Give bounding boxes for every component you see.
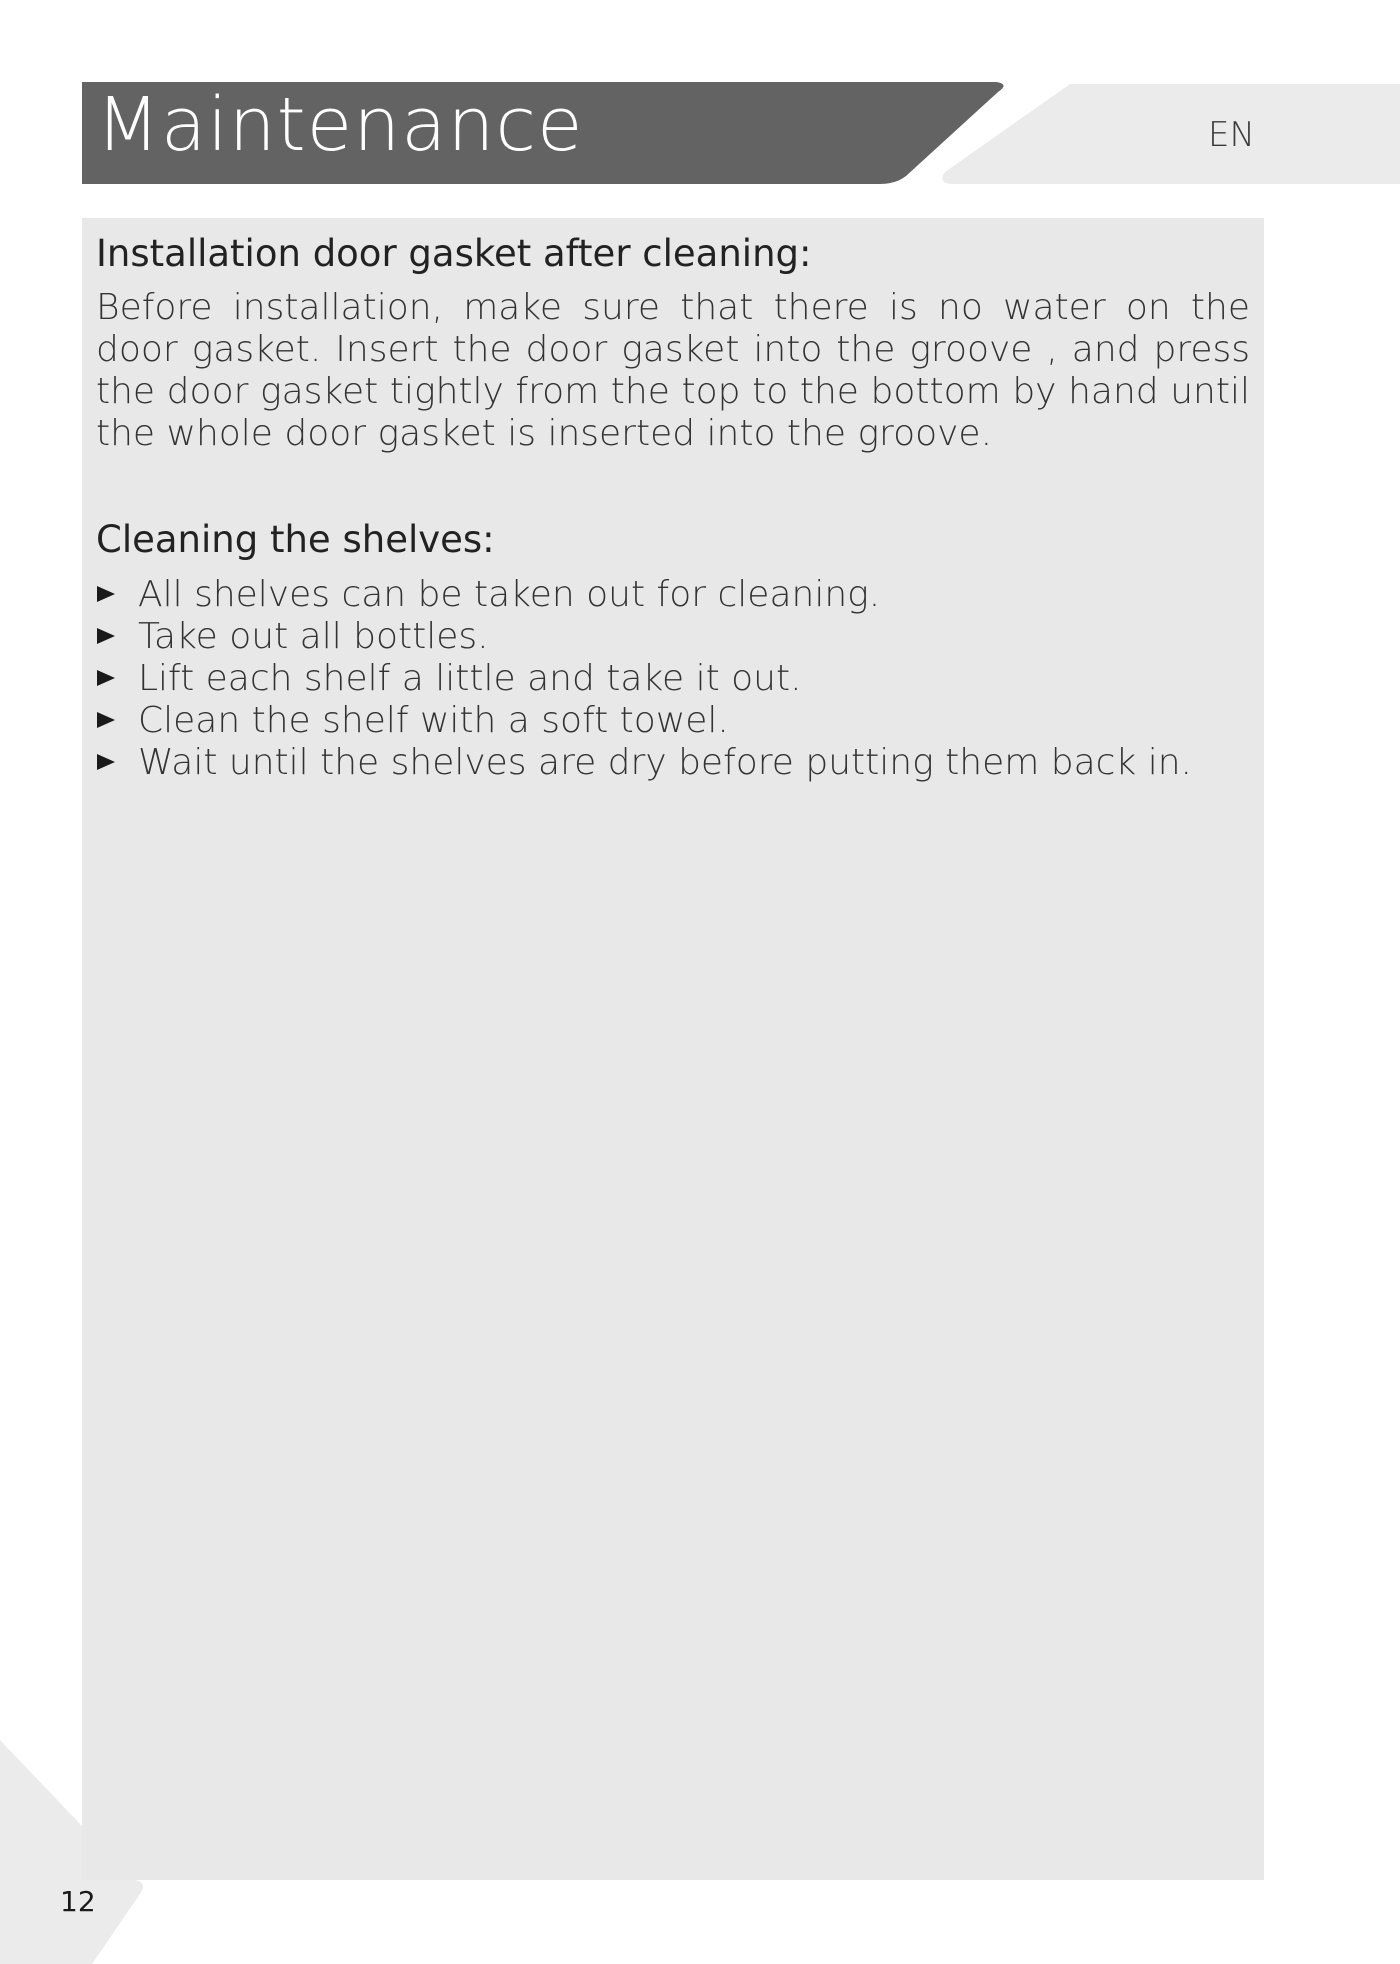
triangle-right-icon bbox=[96, 626, 138, 646]
section-heading: Installation door gasket after cleaning: bbox=[96, 232, 812, 275]
triangle-right-icon bbox=[96, 584, 138, 604]
section-heading: Cleaning the shelves: bbox=[96, 518, 495, 561]
content-panel bbox=[82, 218, 1264, 1880]
bullet-list bbox=[96, 573, 1250, 783]
list-item-text: Take out all bottles. bbox=[138, 615, 489, 657]
list-item-text: Lift each shelf a little and take it out. bbox=[138, 657, 802, 699]
list-item bbox=[96, 657, 1250, 699]
triangle-right-icon bbox=[96, 752, 138, 772]
language-label: EN bbox=[1208, 115, 1255, 155]
list-item bbox=[96, 615, 1250, 657]
list-item bbox=[96, 741, 1250, 783]
section-door-gasket bbox=[96, 230, 1250, 455]
section-cleaning-shelves bbox=[96, 516, 1250, 783]
triangle-right-icon bbox=[96, 668, 138, 688]
triangle-right-icon bbox=[96, 710, 138, 730]
header-tab-background bbox=[942, 84, 1400, 184]
list-item bbox=[96, 573, 1250, 615]
page-title: Maintenance bbox=[96, 82, 584, 168]
list-item-text: Clean the shelf with a soft towel. bbox=[138, 699, 729, 741]
page-number: 12 bbox=[60, 1885, 96, 1918]
footer-corner-tab bbox=[0, 1740, 160, 1964]
list-item bbox=[96, 699, 1250, 741]
section-body: Before installation, make sure that there is no water on the door gasket. Insert the door gasket into the groove , and press the door gasket tightly from the top to the bottom by hand until the whole door gasket is inserted into the groove. bbox=[96, 287, 1250, 455]
list-item-text: Wait until the shelves are dry before putting them back in. bbox=[138, 741, 1192, 783]
list-item-text: All shelves can be taken out for cleaning. bbox=[138, 573, 881, 615]
